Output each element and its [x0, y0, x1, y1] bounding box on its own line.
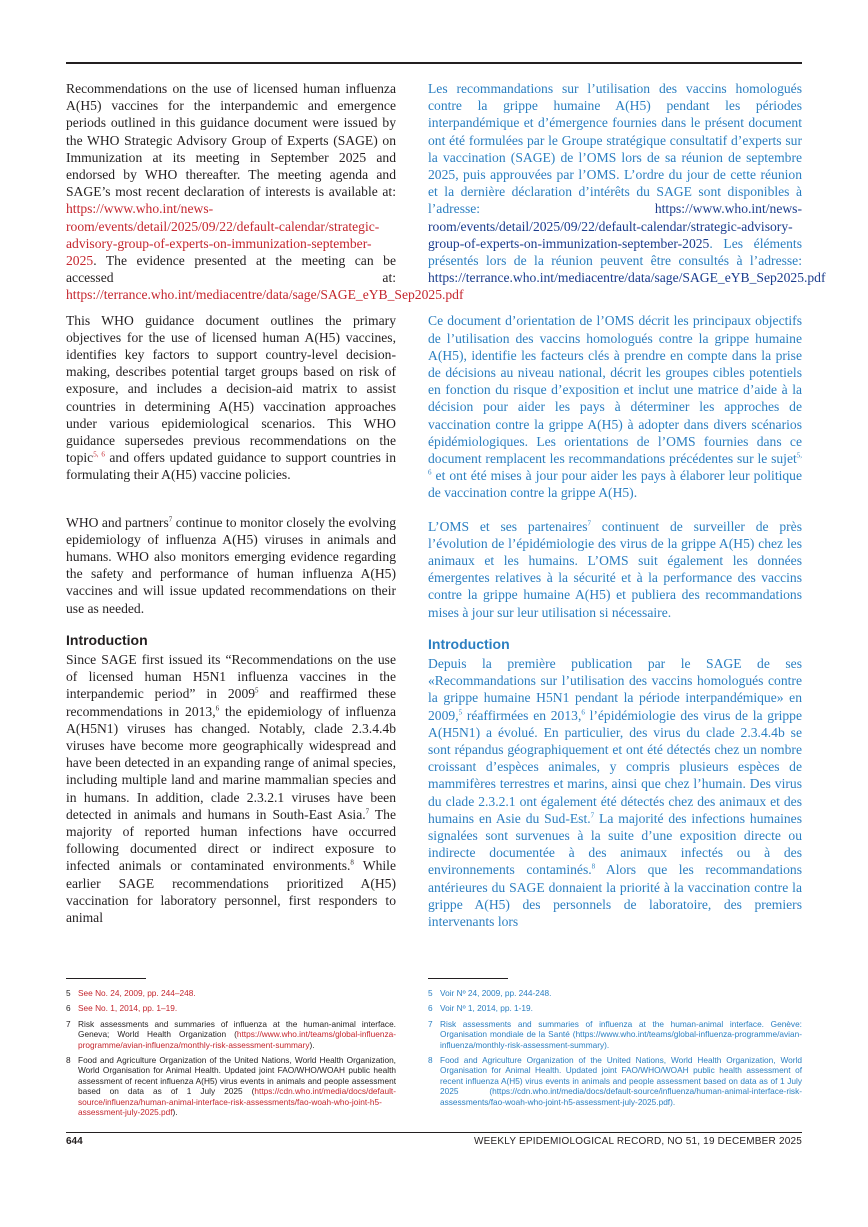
footnote-item [66, 1003, 396, 1013]
footnote-ref: 8 [350, 858, 354, 867]
footnote-item: 7 Risk assessments and summaries of influenza at the human-animal interface. Genève: Organisation mondiale de la Santé (https://www.who.int/teams/global-influenza-programme/avian-influenza/monthly-risk-assessment-summary). [428, 1018, 802, 1050]
footnote-ref: 7 [590, 811, 595, 820]
en-paragraph-1: Recommendations on the use of licensed human influenza A(H5) vaccines for the interpandemic and emergence periods outlined in this guidance document were issued by the WHO Strategic Advisory Group of Experts (SAGE) on Immunization at its meeting in September 2025 and endorsed by WHO thereafter. The meeting agenda and SAGE’s most recent declaration of interests is available at: https://www.who.int/news-room/events/detail/2025/09/22/default-calendar/strategic-advisory-group-of-experts-on-immunization-september-2025. The evidence presented at the meeting can be accessed at: https://terrance.who.int/mediacentre/data/sage/SAGE_eYB_Sep2025.pdf [66, 81, 464, 303]
footnote-ref: 6 [215, 703, 220, 712]
footnote-link[interactable]: https://cdn.who.int/media/docs/default-source/influenza/human-animal-interface-risk-assessments/fao-woah-who-joint-h5-assessment-july-2025.pdf [78, 1086, 396, 1118]
english-column [66, 80, 464, 926]
footnotes-english [66, 988, 396, 1122]
fr-paragraph-1: Les recommandations sur l’utilisation des vaccins homologués contre la grippe humaine A(H5) pendant les périodes interpandémique et d’émergence fournies dans le présent document ont été formulées par le Groupe stratégique consultatif d’experts sur la vaccination (SAGE) de l’OMS lors de sa réunion de septembre 2025, puis approuvées par l’OMS. L’ordre du jour de cette réunion et la dernière déclaration d’intérêts du SAGE sont disponibles à l’adresse: https://www.who.int/news-room/events/detail/2025/09/22/default-calendar/strategic-advisory-group-of-experts-on-immunization-september-2025. Les éléments présentés lors de la réunion peuvent être consultés à l’adresse: https://terrance.who.int/mediacentre/data/sage/SAGE_eYB_Sep2025.pdf [428, 81, 826, 286]
footnote-link[interactable]: https://www.who.int/teams/global-influenza-programme/avian-influenza/monthly-risk-assessment-summary [440, 1029, 802, 1050]
fr-paragraph-3: L’OMS et ses partenaires$^7$ continuent de surveiller de près l’évolution de l’épidémiologie des virus de la grippe A(H5) chez les animaux et les humains. L’OMS suit également les données émergentes relatives à la sécurité et à la performance des vaccins contre la grippe humaine A(H5) et publiera des recommandations mises à jour sur leur utilisation si nécessaire. [428, 518, 802, 620]
footnote-text[interactable]: See No. 24, 2009, pp. 244–248. [78, 988, 196, 998]
footnote-ref: 8 [591, 862, 596, 871]
footnote-link[interactable]: https://www.who.int/teams/global-influenza-programme/avian-influenza/monthly-risk-assessment-summary [78, 1029, 396, 1050]
en-paragraph-3: WHO and partners$^7$ continue to monitor closely the evolving epidemiology of influenza A(H5) viruses in animals and humans. WHO also monitors emerging evidence regarding the safety and performance of human influenza A(H5) vaccines and will issue updated recommendations on their use as needed. [66, 514, 396, 616]
footnote-number: 5 [66, 988, 71, 998]
footnote-text: Food and Agriculture Organization of the United Nations, World Health Organization, World Organisation for Animal Health. Updated joint FAO/WHO/WOAH public health assessment of recent influenza A(H5) virus events in animals and people assessment based on data as of 1 July 2025 ( [78, 1055, 396, 1097]
footnote-ref: 7 [365, 807, 370, 816]
footnote-rule-en [66, 978, 146, 979]
footnote-item: 8 Food and Agriculture Organization of the United Nations, World Health Organization, World Organisation for Animal Health. Updated joint FAO/WHO/WOAH public health assessment of recent influenza A(H5) virus events in animals and people assessment based on data as of 1 July 2025 (https://cdn.who.int/media/docs/default-source/influenza/human-animal-interface-risk-assessments/fao-woah-who-joint-h5-assessment-july-2025.pdf). [428, 1055, 802, 1107]
footnote-ref: 7 [587, 519, 591, 528]
fr-paragraph-4: Depuis la première publication par le SAGE de ses «Recommandations sur l’utilisation des vaccins homologués contre la grippe humaine H5N1 pendant la période interpandémique» en 2009,$^5$ réaffirmées en 2013,$^6$ l’épidémiologie des virus de la grippe A(H5N1) a évolué. En particulier, des virus du clade 2.3.4.4b se sont répandus géographiquement et ont été détectés chez un nombre croissant d’espèces animales, y compris plusieurs espèces de mammifères terrestres et marins, ainsi que chez l’humain. Des virus du clade 2.3.2.1 ont également été détectés chez des animaux et des humains en Asie du Sud-Est.$^7$ La majorité des infections humaines signalées sont survenues à la suite d’une exposition directe ou indirecte documentée à des animaux infectés ou à des environnements contaminés.$^8$ Alors que les recommandations antérieures du SAGE donnaient la priorité à la vaccination contre la grippe A(H5) des personnels de laboratoire, des premiers intervenants lors [428, 655, 803, 929]
footer-rule [66, 1132, 802, 1133]
footnote-ref: 5, 6 [428, 451, 802, 477]
footnote-item [428, 988, 802, 998]
page-number: 644 [66, 1136, 83, 1147]
en-paragraph-4: Since SAGE first issued its “Recommendations on the use of licensed human H5N1 influenza vaccines in the interpandemic period” in 2009$^5$ and reaffirmed these recommendations in 2013,$^6$ the epidemiology of influenza A(H5N1) viruses has changed. Notably, clade 2.3.4.4b viruses have become more geographically widespread and have been detected in an expanding range of animal species, including multiple land and marine mammalian species and in humans. In addition, clade 2.3.2.1 viruses have been detected in animals and humans in South-East Asia.$^7$ The majority of reported human infections have occurred following documented direct or indirect exposure to infected animals or contaminated environments.$^8$ While earlier SAGE recommendations prioritized A(H5) vaccination for laboratory personnel, first responders to animal [66, 651, 396, 925]
fr-evidence-link[interactable]: https://terrance.who.int/mediacentre/data/sage/SAGE_eYB_Sep2025.pdf [428, 270, 826, 286]
footnote-text: Food and Agriculture Organization of the United Nations, World Health Organization, World Organisation for Animal Health. Updated joint FAO/WHO/WOAH public health assessment of recent influenza A(H5) virus events in animals and people assessment based on data as of 1 July 2025 ( [440, 1055, 802, 1097]
top-rule [66, 62, 802, 64]
en-paragraph-2: This WHO guidance document outlines the primary objectives for the use of licensed human A(H5) vaccines, identifies key factors to support country-level decision-making, describes potential target groups based on risk of exposure, and includes a decision-aid matrix to assist countries in determining A(H5) vaccination approaches under various epidemiological scenarios. This WHO guidance supersedes previous recommendations on the topic$^{5, 6}$ and offers updated guidance to support countries in formulating their A(H5) vaccine policies. [66, 312, 397, 483]
footnote-item [66, 988, 396, 998]
footnote-number: 7 [66, 1018, 71, 1029]
fr-sage-meeting-link[interactable]: https://www.who.int/news-room/events/detail/2025/09/22/default-calendar/strategic-advisory-group-of-experts-on-immunization-september-2025 [428, 201, 802, 251]
footnote-text: Risk assessments and summaries of influenza at the human-animal interface. Geneva; World Health Organization ( [78, 1018, 396, 1040]
footnote-rule-fr [428, 978, 508, 979]
footnote-ref: 7 [168, 515, 173, 524]
footnote-text[interactable]: Voir Nº 24, 2009, pp. 244-248. [440, 988, 552, 998]
fr-section-heading: Introduction [428, 635, 510, 652]
footnote-number: 8 [428, 1055, 433, 1066]
footnote-text[interactable]: Voir Nº 1, 2014, pp. 1-19. [440, 1003, 533, 1014]
publication-title: WEEKLY EPIDEMIOLOGICAL RECORD, NO 51, 19 DECEMBER 2025 [474, 1136, 802, 1147]
en-sage-meeting-link[interactable]: https://www.who.int/news-room/events/detail/2025/09/22/default-calendar/strategic-advisory-group-of-experts-on-immunization-september-2025 [66, 201, 380, 269]
footnote-ref: 5, 6 [93, 450, 105, 459]
footnote-item: 7 Risk assessments and summaries of influenza at the human-animal interface. Geneva; World Health Organization (https://www.who.int/teams/global-influenza-programme/avian-influenza/monthly-risk-assessment-summary). [66, 1018, 396, 1050]
footnote-number: 8 [66, 1055, 71, 1066]
footnote-item: 8 Food and Agriculture Organization of the United Nations, World Health Organization, World Organisation for Animal Health. Updated joint FAO/WHO/WOAH public health assessment of recent influenza A(H5) virus events in animals and people assessment based on data as of 1 July 2025 (https://cdn.who.int/media/docs/default-source/influenza/human-animal-interface-risk-assessments/fao-woah-who-joint-h5-assessment-july-2025.pdf). [66, 1055, 396, 1118]
footnote-text[interactable]: See No. 1, 2014, pp. 1–19. [78, 1003, 178, 1014]
footnote-number: 7 [428, 1018, 433, 1029]
footnote-number: 6 [428, 1003, 433, 1014]
fr-paragraph-2: Ce document d’orientation de l’OMS décrit les principaux objectifs de l’utilisation des vaccins homologués contre la grippe humaine A(H5), identifie les facteurs clés à prendre en compte dans la prise de décisions au niveau national, décrit les groupes cibles potentiels en fonction du risque d’exposition et inclut une matrice d’aide à la décision pour aider les pays à déterminer les approches de vaccination contre la grippe A(H5) à adopter dans divers scénarios épidémiologiques. Les orientations de l’OMS fournies dans ce document remplacent les recommandations précédentes sur le sujet$^{5, 6}$ et ont été mises à jour pour aider les pays à élaborer leur politique de vaccination contre la grippe A(H5). [428, 313, 802, 501]
footnote-link[interactable]: https://cdn.who.int/media/docs/default-source/influenza/human-animal-interface-risk-assessments/fao-woah-who-joint-h5-assessment-july-2025.pdf [440, 1086, 802, 1107]
french-column [428, 80, 826, 930]
footnotes-french [428, 988, 802, 1112]
footnote-number: 6 [66, 1003, 71, 1014]
en-section-heading: Introduction [66, 631, 148, 648]
en-evidence-link[interactable]: https://terrance.who.int/mediacentre/data/sage/SAGE_eYB_Sep2025.pdf [66, 287, 464, 303]
footnote-ref: 5 [458, 707, 463, 716]
footnote-item [428, 1003, 802, 1013]
footnote-ref: 5 [255, 686, 259, 695]
footnote-text: Risk assessments and summaries of influenza at the human-animal interface. Genève: Organisation mondiale de la Santé ( [440, 1018, 802, 1040]
footnote-number: 5 [428, 988, 433, 998]
footnote-ref: 6 [581, 707, 585, 716]
